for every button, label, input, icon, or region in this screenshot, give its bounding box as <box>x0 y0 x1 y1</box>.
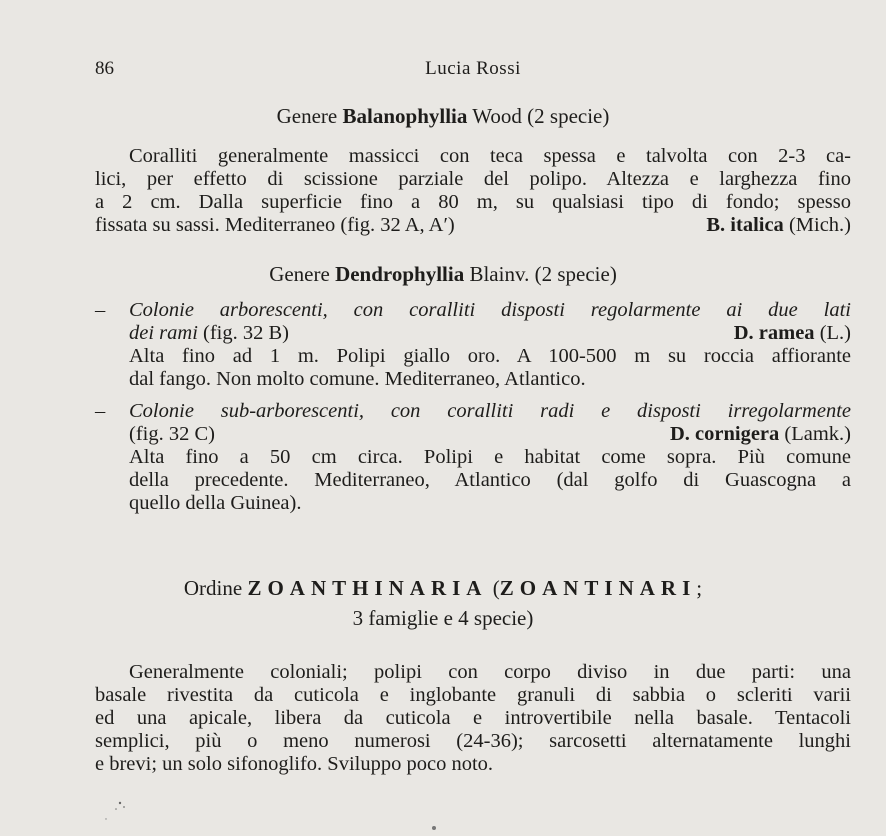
page-number: 86 <box>95 58 114 79</box>
genus-prefix: Genere <box>269 262 330 286</box>
entry-body <box>129 299 851 391</box>
paper-speck <box>100 795 140 825</box>
text-line: Alta fino ad 1 m. Polipi giallo oro. A 100-500 m su roccia affiorante <box>129 345 851 367</box>
species-line <box>129 322 851 345</box>
order-name: ZOANTHINARIA <box>247 576 488 600</box>
text-line: Generalmente coloniali; polipi con corpo diviso in due parti: una <box>129 661 851 683</box>
text-line: e brevi; un solo sifonoglifo. Sviluppo poco noto. <box>95 753 494 775</box>
genus-name: Balanophyllia <box>342 104 468 128</box>
genus-authority: Blainv. (2 specie) <box>469 262 617 286</box>
entry-diagnosis: Colonie sub-arborescenti, con coralliti radi e disposti irregolarmente <box>129 400 851 422</box>
species-line <box>95 214 851 237</box>
species-author: (L.) <box>819 322 851 344</box>
species-label <box>734 322 851 345</box>
genus-heading-balanophyllia <box>0 104 886 129</box>
text-line: quello della Guinea). <box>129 492 302 514</box>
text-line: Alta fino a 50 cm circa. Polipi e habitat come sopra. Più comune <box>129 446 851 468</box>
genus-heading-dendrophyllia <box>0 262 886 287</box>
text-line: della precedente. Mediterraneo, Atlantico (dal golfo di Guascogna a <box>129 469 851 491</box>
paper-speck <box>428 822 440 834</box>
order-paren: ( <box>492 576 500 600</box>
text-line: ed una apicale, libera da cuticola e introvertibile nella basale. Tentacoli <box>95 707 851 729</box>
entry-diagnosis: Colonie arborescenti, con coralliti disposti regolarmente ai due lati <box>129 299 851 321</box>
text-line: lici, per effetto di scissione parziale del polipo. Altezza e larghezza fino <box>95 168 851 190</box>
genus-authority: Wood (2 specie) <box>472 104 610 128</box>
species-label <box>706 214 851 237</box>
figure-ref: (fig. 32 C) <box>129 423 215 445</box>
order-prefix: Ordine <box>183 576 243 600</box>
species-line <box>129 423 851 446</box>
figure-ref: (fig. 32 B) <box>203 322 290 344</box>
species-name: D. cornigera <box>669 423 780 445</box>
key-entry <box>95 299 851 393</box>
text-line: dal fango. Non molto comune. Mediterraneo, Atlantico. <box>129 368 586 390</box>
text-line: Coralliti generalmente massicci con teca spessa e talvolta con 2-3 ca- <box>129 145 851 167</box>
order-heading <box>0 576 886 601</box>
entry-fig-line <box>129 322 289 345</box>
key-entry <box>95 400 851 518</box>
text-line: a 2 cm. Dalla superficie fino a 80 m, su qualsiasi tipo di fondo; spesso <box>95 191 851 213</box>
species-name: B. italica <box>706 214 784 236</box>
text-line: semplici, più o meno numerosi (24-36); sarcosetti alternatamente lunghi <box>95 730 851 752</box>
running-author: Lucia Rossi <box>425 58 521 79</box>
entry-diagnosis-cont: dei rami <box>129 322 198 344</box>
order-separator: ; <box>696 576 703 600</box>
species-author: (Mich.) <box>788 214 851 236</box>
entry-dash: – <box>95 400 106 422</box>
order-alt-name: ZOANTINARI <box>499 576 697 600</box>
order-description <box>95 661 851 776</box>
genus-name: Dendrophyllia <box>335 262 465 286</box>
species-author: (Lamk.) <box>784 423 851 445</box>
species-name: D. ramea <box>733 322 815 344</box>
species-label <box>670 423 851 446</box>
text-line: basale rivestita da cuticola e inglobante granuli di sabbia o scleriti varii <box>95 684 851 706</box>
entry-dash: – <box>95 299 106 321</box>
entry-body <box>129 400 851 515</box>
text-line: fissata su sassi. Mediterraneo (fig. 32 A, A′) <box>95 214 455 236</box>
genus-prefix: Genere <box>276 104 338 128</box>
genus-description-balanophyllia <box>95 145 851 237</box>
order-subtitle: 3 famiglie e 4 specie) <box>352 606 534 630</box>
